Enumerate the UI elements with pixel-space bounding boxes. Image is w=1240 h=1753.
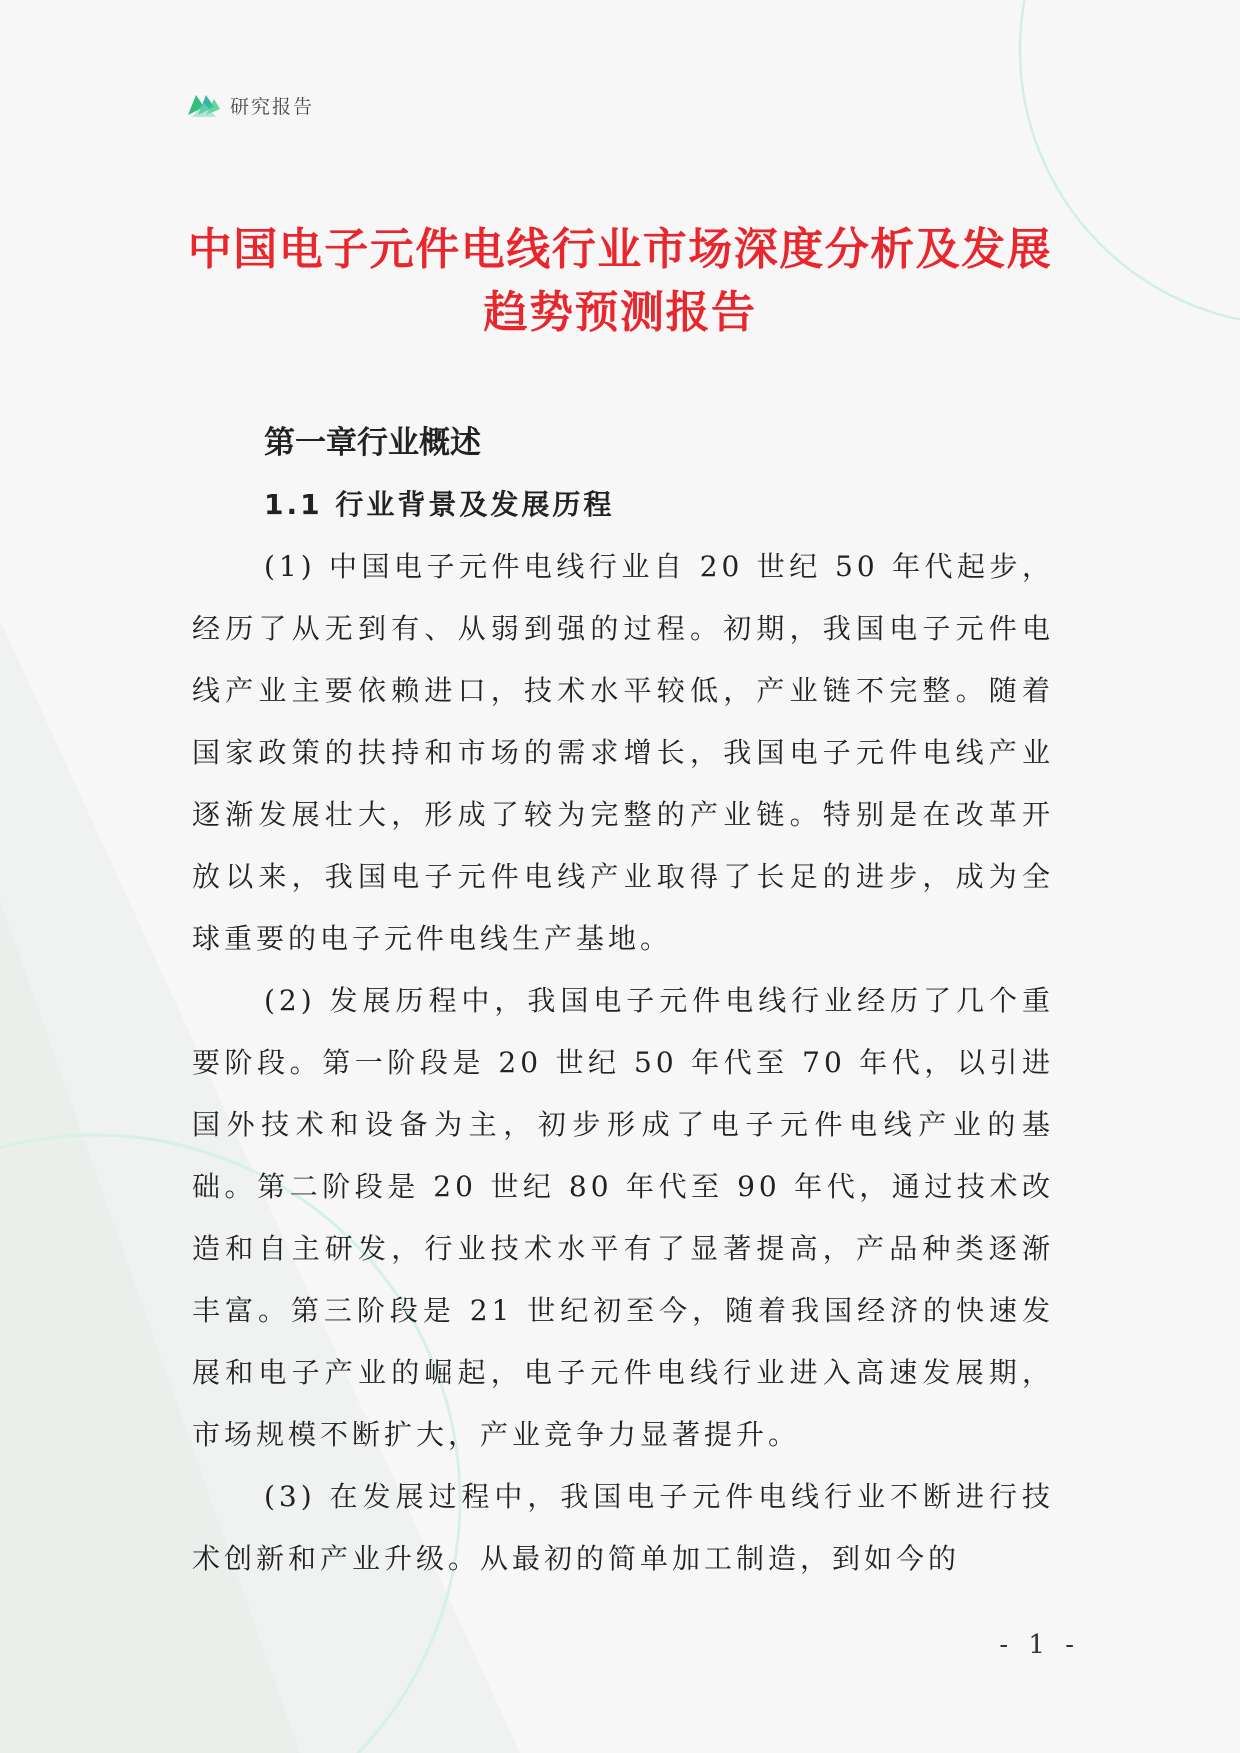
header-label: 研究报告 (230, 95, 315, 118)
paragraph-2: (2) 发展历程中，我国电子元件电线行业经历了几个重要阶段。第一阶段是 20 世纪 50 年代至 70 年代，以引进国外技术和设备为主，初步形成了电子元件电线产业的基础。第二阶段是 20 世纪 80 年代至 90 年代，通过技术改造和自主研发，行业技术水平有了显著提高，产品种类逐渐丰富。第三阶段是 21 世纪初至今，随着我国经济的快速发展和电子产业的崛起，电子元件电线行业进入高速发展期，市场规模不断扩大，产业竞争力显著提升。 (192, 984, 1054, 1451)
report-header (186, 88, 314, 122)
chapter-heading: 第一章行业概述 (264, 425, 481, 461)
document-body (192, 412, 1054, 1590)
paragraph-3: (3) 在发展过程中，我国电子元件电线行业不断进行技术创新和产业升级。从最初的简单加工制造，到如今的 (192, 1480, 1054, 1575)
page-number: - 1 - (999, 1630, 1080, 1660)
report-logo-icon (186, 89, 222, 121)
section-heading: 1.1 行业背景及发展历程 (264, 488, 615, 521)
paragraph-1: (1) 中国电子元件电线行业自 20 世纪 50 年代起步，经历了从无到有、从弱到强的过程。初期，我国电子元件电线产业主要依赖进口，技术水平较低，产业链不完整。随着国家政策的扶持和市场的需求增长，我国电子元件电线产业逐渐发展壮大，形成了较为完整的产业链。特别是在改革开放以来，我国电子元件电线产业取得了长足的进步，成为全球重要的电子元件电线生产基地。 (192, 550, 1054, 955)
report-title: 中国电子元件电线行业市场深度分析及发展趋势预测报告 (187, 224, 1053, 338)
